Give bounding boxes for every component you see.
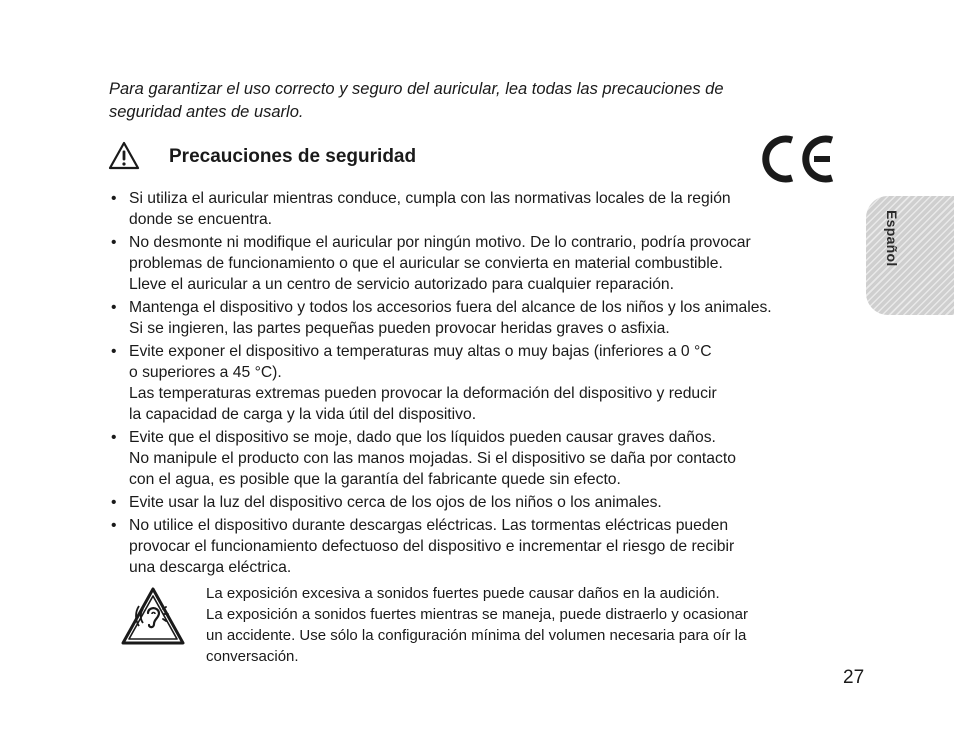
list-item-line: No desmonte ni modifique el auricular por ningún motivo. De lo contrario, podría provocar xyxy=(129,234,751,251)
bullet-dot: • xyxy=(111,190,117,207)
section-title: Precauciones de seguridad xyxy=(169,146,417,167)
warning-triangle-icon xyxy=(108,141,140,170)
list-item-line: Evite que el dispositivo se moje, dado que los líquidos pueden causar graves daños. xyxy=(129,429,716,446)
precautions-list xyxy=(111,188,843,580)
audio-warning-line: un accidente. Use sólo la configuración mínima del volumen necesaria para oír la xyxy=(206,627,747,644)
list-item-line: una descarga eléctrica. xyxy=(129,559,292,576)
intro-line-2: seguridad antes de usarlo. xyxy=(109,103,304,121)
list-item-line: Si utiliza el auricular mientras conduce, cumpla con las normativas locales de la región xyxy=(129,190,731,207)
bullet-dot: • xyxy=(111,343,117,360)
bullet-dot: • xyxy=(111,429,117,446)
list-item xyxy=(111,297,843,339)
intro-line-1: Para garantizar el uso correcto y seguro del auricular, lea todas las precauciones de xyxy=(109,80,724,98)
list-item xyxy=(111,515,843,578)
audio-warning-line: La exposición a sonidos fuertes mientras se maneja, puede distraerlo y ocasionar xyxy=(206,606,748,623)
audio-warning-line: La exposición excesiva a sonidos fuertes puede causar daños en la audición. xyxy=(206,585,720,602)
page-number: 27 xyxy=(843,667,865,688)
bullet-dot: • xyxy=(111,517,117,534)
audio-warning-line: conversación. xyxy=(206,648,299,665)
list-item xyxy=(111,188,843,230)
list-item-line: problemas de funcionamiento o que el auricular se convierta en material combustible. xyxy=(129,255,723,272)
list-item-line: donde se encuentra. xyxy=(129,211,273,228)
list-item-line: No utilice el dispositivo durante descargas eléctricas. Las tormentas eléctricas pueden xyxy=(129,517,729,534)
list-item-line: o superiores a 45 °C). xyxy=(129,364,282,381)
bullet-dot: • xyxy=(111,494,117,511)
list-item-line: Lleve el auricular a un centro de servicio autorizado para cualquier reparación. xyxy=(129,276,675,293)
list-item xyxy=(111,427,843,490)
list-item xyxy=(111,232,843,295)
list-item xyxy=(111,492,843,513)
language-tab xyxy=(866,196,954,315)
list-item-line: la capacidad de carga y la vida útil del dispositivo. xyxy=(129,406,477,423)
list-item-line: con el agua, es posible que la garantía del fabricante quede sin efecto. xyxy=(129,471,621,488)
list-item xyxy=(111,341,843,425)
language-tab-label: Español xyxy=(884,210,900,267)
list-item-line: provocar el funcionamiento defectuoso del dispositivo e incrementar el riesgo de recibir xyxy=(129,538,735,555)
audio-warning-text xyxy=(206,583,826,667)
intro-text xyxy=(109,78,809,124)
list-item-line: No manipule el producto con las manos mojadas. Si el dispositivo se daña por contacto xyxy=(129,450,736,467)
bullet-dot: • xyxy=(111,299,117,316)
list-item-line: Evite usar la luz del dispositivo cerca de los ojos de los niños o los animales. xyxy=(129,494,662,511)
hearing-damage-warning-icon xyxy=(121,587,185,645)
bullet-dot: • xyxy=(111,234,117,251)
list-item-line: Mantenga el dispositivo y todos los accesorios fuera del alcance de los niños y los animales. xyxy=(129,299,772,316)
ce-mark-logo xyxy=(762,132,836,186)
list-item-line: Evite exponer el dispositivo a temperaturas muy altas o muy bajas (inferiores a 0 °C xyxy=(129,343,712,360)
list-item-line: Las temperaturas extremas pueden provocar la deformación del dispositivo y reducir xyxy=(129,385,717,402)
list-item-line: Si se ingieren, las partes pequeñas pueden provocar heridas graves o asfixia. xyxy=(129,320,670,337)
